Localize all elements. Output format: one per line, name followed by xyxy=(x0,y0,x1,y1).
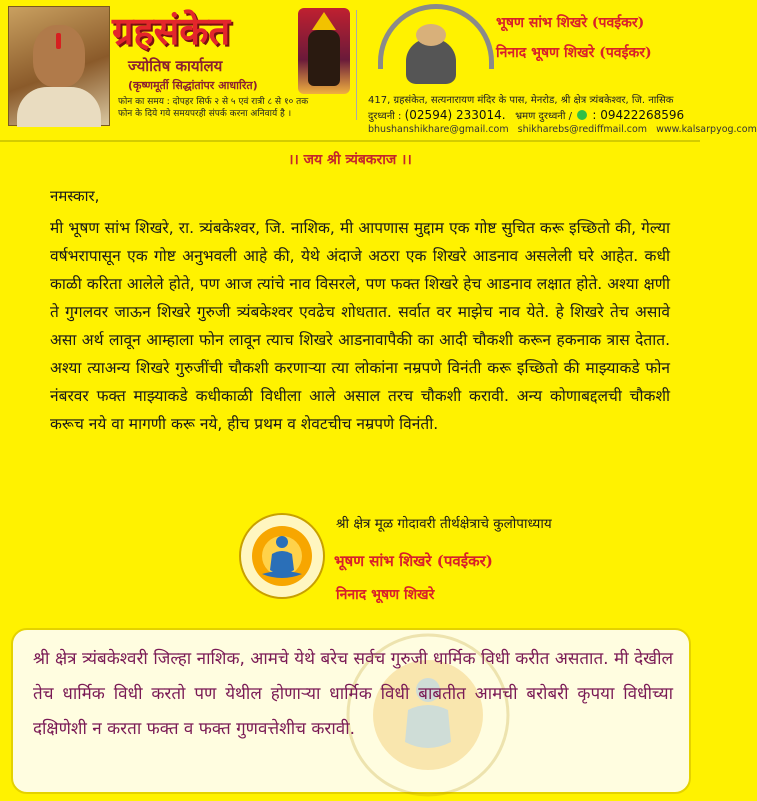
header-name-2: निनाद भूषण शिखरे (पवईकर) xyxy=(496,45,652,61)
contact-phones xyxy=(368,108,698,122)
brand-title: ग्रहसंकेत xyxy=(112,8,231,53)
email-2: shikharebs@rediffmail.com xyxy=(517,124,648,135)
mobile-number: : 09422268596 xyxy=(592,108,685,122)
header-name-1: भूषण सांभ शिखरे (पवईकर) xyxy=(496,15,645,31)
meditation-seal-icon xyxy=(238,512,326,600)
notice-box xyxy=(11,628,691,794)
header-rule xyxy=(0,140,700,142)
photo-body xyxy=(17,87,101,127)
deity-image-right xyxy=(372,4,490,88)
website: www.kalsarpyog.com xyxy=(656,124,757,135)
brand-tagline: (कृष्णमूर्ती सिद्धांतांपर आधारित) xyxy=(128,79,258,92)
signature-name-2: निनाद भूषण शिखरे xyxy=(336,587,435,603)
photo-tilak xyxy=(56,33,61,49)
contact-emails xyxy=(368,124,757,135)
brand-subtitle: ज्योतिष कार्यालय xyxy=(128,57,223,75)
deity-figure xyxy=(308,30,340,86)
header-names xyxy=(496,8,700,68)
whatsapp-icon xyxy=(577,110,587,120)
greeting: नमस्कार, xyxy=(50,187,100,205)
signature-title: श्री क्षेत्र मूळ गोदावरी तीर्थक्षेत्राचे कुलोपाध्याय xyxy=(336,516,552,532)
phone-timing xyxy=(118,96,358,120)
letterhead xyxy=(0,0,757,135)
deity-crown xyxy=(312,12,336,30)
phone-label: दुरध्वनी : xyxy=(368,111,402,122)
invocation: ।। जय श्री त्र्यंबकराज ।। xyxy=(288,152,412,168)
address: 417, ग्रहसंकेत, सत्यनारायण मंदिर के पास, मेनरोड, श्री क्षेत्र त्र्यंबकेश्वर, जि. नासिक xyxy=(368,95,674,106)
timing-line-1: फोन का समय : दोपहर सिर्फ २ से ५ एवं रात्री ८ से १० तक xyxy=(118,97,309,107)
notice-text: श्री क्षेत्र त्र्यंबकेश्वरी जिल्हा नाशिक, आमचे येथे बरेच सर्वच गुरुजी धार्मिक विधी करीत असतात. मी देखील तेच धार्मिक विधी करतो पण येथील होणाऱ्या धार्मिक विधी बाबतीत आमची बरोबरी कृपया विधीच्या दक्षिणेशी न करता फक्त व फक्त गुणवत्तेशीच करावी. xyxy=(33,649,673,739)
deity-face xyxy=(416,24,446,46)
author-photo xyxy=(8,6,110,126)
header-divider xyxy=(356,10,357,120)
phone-number: (02594) 233014. xyxy=(404,108,506,122)
timing-line-2: फोन के दिये गये समयपरही संपर्क करना अनिवार्य है । xyxy=(118,109,292,119)
email-1: bhushanshikhare@gmail.com xyxy=(368,124,509,135)
signature-name-1: भूषण सांभ शिखरे (पवईकर) xyxy=(334,552,493,570)
deity-image-left xyxy=(298,8,350,94)
letter-body: मी भूषण सांभ शिखरे, रा. त्र्यंबकेश्वर, जि. नाशिक, मी आपणास मुद्दाम एक गोष्ट सुचित करू इच्छितो की, गेल्या वर्षभरापासून एक गोष्ट अनुभवली आहे की, येथे अंदाजे अठरा एक शिखरे आडनाव असलेली घरे आहेत. कधी काळी करिता आलेले होते, पण आज त्यांचे नाव विसरले, पण फक्त शिखरे हेच आडनाव लक्षात होते. अश्या क्षणी ते गुगलवर जाऊन शिखरे गुरुजी त्र्यंबकेश्वर एवढेच शोधतात. सर्वात वर माझेच नाव येते. हे शिखरे तेच असावे असा अर्थ लावून आम्हाला फोन लावून त्याच शिखरे आडनावापैकी का आदी चौकशी करून हकनाक त्रास देतात. अश्या त्याअन्य शिखरे गुरुजींची चौकशी करणाऱ्या त्या लोकांना नम्रपणे विनंती करू इच्छितो की माझ्याकडे फोन नंबरवर फक्त माझ्याकडे कधीकाळी विधीला आले असाल तरच चौकशी करावी. अन्य कोणाबद्दलची चौकशी करूच नये वा मागणी करू नये, हीच प्रथम व शेवटचीच नम्रपणे विनंती. xyxy=(50,219,670,433)
mobile-label: भ्रमण दुरध्वनी / xyxy=(515,111,572,122)
